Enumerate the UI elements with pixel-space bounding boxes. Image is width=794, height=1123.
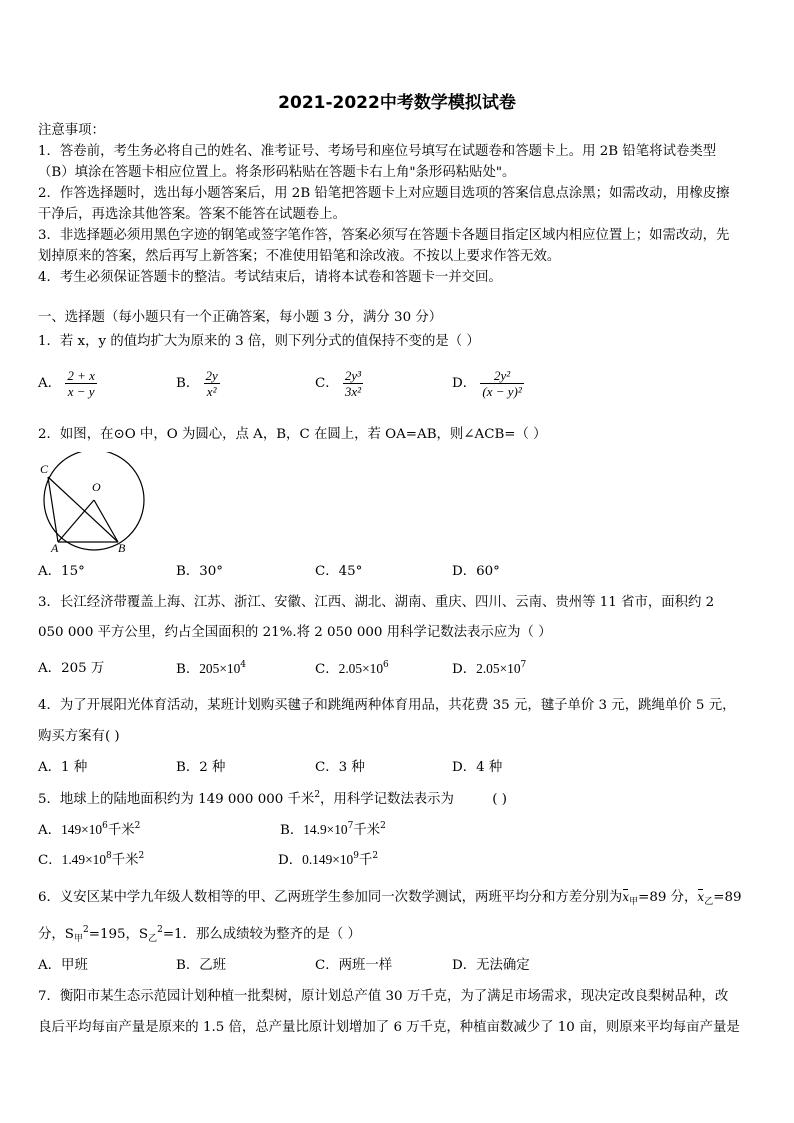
segment-ca <box>48 477 58 542</box>
segment-cb <box>48 477 118 542</box>
q3-option-a: A．205 万 <box>38 661 105 676</box>
q2-option-c: C．45° <box>315 564 363 579</box>
q1-option-a: A． $\frac{2 + x}{x - y}$ <box>38 368 95 399</box>
q4-option-c: C．3 种 <box>315 760 365 775</box>
q7-line-2: 良后平均每亩产量是原来的 1.5 倍，总产量比原计划增加了 6 万千克，种植亩数减少了 10 亩，则原来平均每亩产量是 <box>38 1020 740 1035</box>
label-b: B <box>118 541 126 555</box>
q6-line-1: 6．义安区某中学九年级人数相等的甲、乙两班学生参加同一次数学测试，两班平均分和方差分别为$x_甲=89$ 分，$x_乙=89$ <box>38 890 742 907</box>
notice-line-5: 3．非选择题必须用黑色字迹的钢笔或签字笔作答，答案必须写在答题卡各题目指定区域内相应位置上；如需改动，先 <box>38 228 730 243</box>
q2-option-a: A．15° <box>38 564 85 579</box>
q3-line-1: 3．长江经济带覆盖上海、江苏、浙江、安徽、江西、湖北、湖南、重庆、四川、云南、贵州等 11 省市，面积约 2 <box>38 595 715 610</box>
notice-line-6: 划掉原来的答案，然后再写上新答案；不准使用铅笔和涂改液。不按以上要求作答无效。 <box>38 249 561 264</box>
notice-heading: 注意事项： <box>38 123 105 138</box>
section-heading: 一、选择题（每小题只有一个正确答案，每小题 3 分，满分 30 分） <box>38 310 443 325</box>
q3-line-2: 050 000 平方公里，约占全国面积的 21%.将 2 050 000 用科学记数法表示应为（ ） <box>38 625 552 640</box>
q1-option-b: B． $\frac{2y}{\text{x²}}$ <box>176 368 218 399</box>
q6-line-2: 分，$S_甲^2=195$，$S_乙^2=1$．那么成绩较为整齐的是（ ） <box>38 925 361 944</box>
q5-option-d: D．$0.149\times 10^9$千$^2$ <box>278 851 379 868</box>
q2-option-b: B．30° <box>176 564 223 579</box>
segment-oa <box>58 500 94 542</box>
notice-line-1: 1．答卷前，考生务必将自己的姓名、准考证号、考场号和座位号填写在试题卷和答题卡上。用 2B 铅笔将试卷类型 <box>38 144 717 159</box>
q7-line-1: 7．衡阳市某生态示范园计划种植一批梨树，原计划总产值 30 万千克，为了满足市场需求，现决定改良梨树品种，改 <box>38 989 729 1004</box>
q1-option-c: C． $\frac{\text{2y³}}{\text{3x²}}$ <box>315 368 362 399</box>
q4-line-1: 4．为了开展阳光体育活动，某班计划购买毽子和跳绳两种体育用品，共花费 35 元，毽子单价 3 元，跳绳单价 5 元， <box>38 698 736 713</box>
q4-line-2: 购买方案有( ) <box>38 729 120 744</box>
q5-option-b: B．$14.9\times 10^7$千米$^2$ <box>280 821 386 838</box>
q5-stem: 5．地球上的陆地面积约为 149 000 000 千米$^2$，用科学记数法表示为 ( ) <box>38 790 507 807</box>
q4-option-d: D．4 种 <box>452 760 503 775</box>
q6-option-a: A．甲班 <box>38 958 88 973</box>
q3-option-b: B．$205\times 10^4$ <box>176 660 246 677</box>
q6-option-b: B．乙班 <box>176 958 227 973</box>
q1-stem: 1．若 x，y 的值均扩大为原来的 3 倍，则下列分式的值保持不变的是（ ） <box>38 334 480 349</box>
segment-ob <box>94 500 118 542</box>
label-o: O <box>92 480 101 494</box>
notice-line-4: 干净后，再选涂其他答案。答案不能答在试题卷上。 <box>38 207 346 222</box>
label-c: C <box>40 462 49 476</box>
q6-option-c: C．两班一样 <box>315 958 393 973</box>
q3-option-c: C．$2.05\times 10^6$ <box>315 660 389 677</box>
q3-option-d: D．$2.05\times 10^7$ <box>452 660 527 677</box>
notice-line-2: （B）填涂在答题卡相应位置上。将条形码粘贴在答题卡右上角"条形码粘贴处"。 <box>38 165 516 180</box>
q2-stem: 2．如图，在⊙O 中，O 为圆心，点 A，B，C 在圆上，若 OA=AB，则∠ACB=（ ） <box>38 427 547 442</box>
exam-title: 2021-2022中考数学模拟试卷 <box>278 93 516 113</box>
q5-option-c: C．$1.49\times 10^8$千米$^2$ <box>38 851 145 868</box>
label-a: A <box>51 541 59 555</box>
q6-option-d: D．无法确定 <box>452 958 530 973</box>
q4-option-b: B．2 种 <box>176 760 226 775</box>
q1-option-d: D． $\frac{\text{2y²}}{\text{(x − y)²}}$ <box>452 368 522 399</box>
notice-line-7: 4．考生必须保证答题卡的整洁。考试结束后，请将本试卷和答题卡一并交回。 <box>38 270 502 285</box>
q4-option-a: A．1 种 <box>38 760 88 775</box>
q5-option-a: A．$149\times 10^6$千米$^2$ <box>38 821 141 838</box>
q2-circle-figure <box>36 452 148 556</box>
q2-option-d: D．60° <box>452 564 500 579</box>
notice-line-3: 2．作答选择题时，选出每小题答案后，用 2B 铅笔把答题卡上对应题目选项的答案信息点涂黑；如需改动，用橡皮擦 <box>38 186 730 201</box>
